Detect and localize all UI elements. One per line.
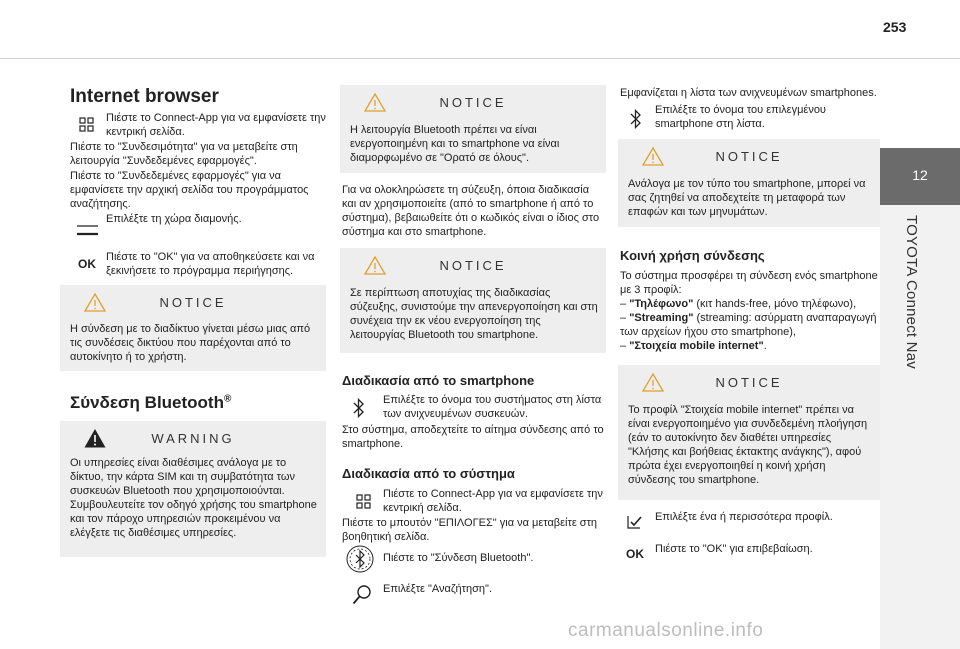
notice-title: NOTICE <box>715 149 783 164</box>
sharing-intro: Το σύστημα προσφέρει τη σύνδεση ενός smartphone με 3 προφίλ: <box>620 270 878 296</box>
bluetooth-connection-icon <box>344 543 376 575</box>
chapter-tab[interactable] <box>880 148 960 205</box>
header-rule <box>0 58 960 59</box>
subsection-title-sharing: Κοινή χρήση σύνδεσης <box>620 248 765 263</box>
ok-icon: OK <box>78 257 96 271</box>
apps-grid-icon <box>79 117 95 133</box>
warning-text: Οι υπηρεσίες είναι διαθέσιμες ανάλογα με το δίκτυο, την κάρτα SIM και τη συμβατότητα των συσκευών Bluetooth που χρησιμοποιούνται. Συμβουλευτείτε τον οδηγό χρήσης του smartphone και τον πάροχο υπηρεσιών προκειμένου να ελέγξετε τις διαθέσιμες υπηρεσίες. <box>70 457 317 539</box>
pairing-note: Για να ολοκληρώσετε τη σύζευξη, όποια διαδικασία και αν χρησιμοποιείτε (από το smartphone ή από το σύστημα), βεβαιωθείτε ότι ο κωδικός είναι ο ίδιος στο σύστημα και στο smartphone. <box>342 184 600 238</box>
chapter-title: TOYOTA Connect Nav <box>903 215 920 369</box>
page-number: 253 <box>883 19 907 35</box>
internet-step-4: Επιλέξτε τη χώρα διαμονής. <box>106 213 242 225</box>
system-step-1: Πιέστε το Connect-App για να εμφανίσετε την κεντρική σελίδα. <box>383 488 603 514</box>
notice-title: NOTICE <box>159 295 227 310</box>
internet-step-3: Πιέστε το "Συνδεδεμένες εφαρμογές" για να εμφανίσετε την αρχική σελίδα του προγράμματος αναζήτησης. <box>70 170 309 210</box>
section-title-bluetooth: Σύνδεση Bluetooth® <box>70 393 232 412</box>
notice-text: Το προφίλ "Στοιχεία mobile internet" πρέπει να είναι ενεργοποιημένο για συνδεδεμένη πλοήγηση (εάν το αυτοκίνητο δεν διαθέτει υπηρεσίες "Κλήσης και βοήθειας έκτακτης ανάγκης"), αφού πρώτα έχει ενεργοποιηθεί η κοινή χρήση σύνδεσης του smartphone. <box>628 404 868 486</box>
internet-step-2: Πιέστε το "Συνδεσιμότητα" για να μεταβείτε στη λειτουργία "Συνδεδεμένες εφαρμογές". <box>70 141 298 167</box>
bluetooth-icon <box>629 108 643 130</box>
notice-box-failure <box>340 248 606 353</box>
profile-item-streaming: – "Streaming" (streaming: ασύρματη αναπαραγωγή των αρχείων ήχου στο smartphone), <box>620 312 877 338</box>
bluetooth-icon <box>352 397 366 419</box>
system-step-4: Επιλέξτε "Αναζήτηση". <box>383 583 493 595</box>
country-select-icon <box>76 222 100 238</box>
internet-step-1: Πιέστε το Connect-App για να εμφανίσετε την κεντρική σελίδα. <box>106 112 326 138</box>
profile-item-mobile-internet: – "Στοιχεία mobile internet". <box>620 340 767 352</box>
warning-title: WARNING <box>151 431 235 446</box>
chapter-sidebar <box>880 148 960 649</box>
system-step-3: Πιέστε το "Σύνδεση Bluetooth". <box>383 552 534 564</box>
notice-title: NOTICE <box>439 258 507 273</box>
apps-grid-icon <box>356 494 372 510</box>
ok-icon: OK <box>626 547 644 561</box>
confirm-text: Πιέστε το "OK" για επιβεβαίωση. <box>655 543 813 555</box>
checkbox-icon <box>627 515 643 529</box>
internet-step-5: Πιέστε το "OK" για να αποθηκεύσετε και να ξεκινήσετε το πρόγραμμα περιήγησης. <box>106 251 315 277</box>
notice-text: Ανάλογα με τον τύπο του smartphone, μπορεί να σας ζητηθεί να αποδεχτείτε τη μεταφορά των επαφών και των μηνυμάτων. <box>628 178 866 218</box>
select-smartphone-text: Επιλέξτε το όνομα του επιλεγμένου smartphone στη λίστα. <box>655 104 826 130</box>
notice-text: Η σύνδεση με το διαδίκτυο γίνεται μέσω μιας από τις συνδέσεις δικτύου που παρέχονται από το αυτοκίνητο ή το χρήστη. <box>70 323 311 363</box>
notice-text: Σε περίπτωση αποτυχίας της διαδικασίας σύζευξης, συνιστούμε την απενεργοποίηση και στη συνέχεια την εκ νέου ενεργοποίηση της λειτουργίας Bluetooth του smartphone. <box>350 287 598 341</box>
subsection-title-phone: Διαδικασία από το smartphone <box>342 373 535 388</box>
notice-box-internet <box>60 285 326 371</box>
phone-step-2: Στο σύστημα, αποδεχτείτε το αίτημα σύνδεσης από το smartphone. <box>342 424 604 450</box>
detected-list-text: Εμφανίζεται η λίστα των ανιχνευμένων smartphones. <box>620 87 877 99</box>
watermark: carmanualsonline.info <box>568 620 764 641</box>
notice-title: NOTICE <box>439 95 507 110</box>
chapter-number: 12 <box>912 167 928 183</box>
section-title-internet: Internet browser <box>70 86 219 107</box>
phone-step-1: Επιλέξτε το όνομα του συστήματος στη λίστα των ανιχνευμένων συσκευών. <box>383 394 602 420</box>
system-step-2: Πιέστε το μπουτόν "ΕΠΙΛΟΓΕΣ" για να μεταβείτε στη βοηθητική σελίδα. <box>342 517 598 543</box>
warning-box <box>60 421 326 557</box>
subsection-title-system: Διαδικασία από το σύστημα <box>342 466 515 481</box>
notice-title: NOTICE <box>715 375 783 390</box>
notice-box-visibility <box>340 85 606 173</box>
notice-text: Η λειτουργία Bluetooth πρέπει να είναι ενεργοποιημένη και το smartphone να είναι διαμορφωμένο σε "Ορατό σε όλους". <box>350 124 560 164</box>
select-profiles-text: Επιλέξτε ένα ή περισσότερα προφίλ. <box>655 511 833 523</box>
notice-box-mobile-internet <box>618 365 880 500</box>
profile-item-phone: – "Τηλέφωνο" (κιτ hands-free, μόνο τηλέφωνο), <box>620 298 857 310</box>
search-icon <box>352 584 372 606</box>
notice-box-contacts <box>618 139 880 227</box>
